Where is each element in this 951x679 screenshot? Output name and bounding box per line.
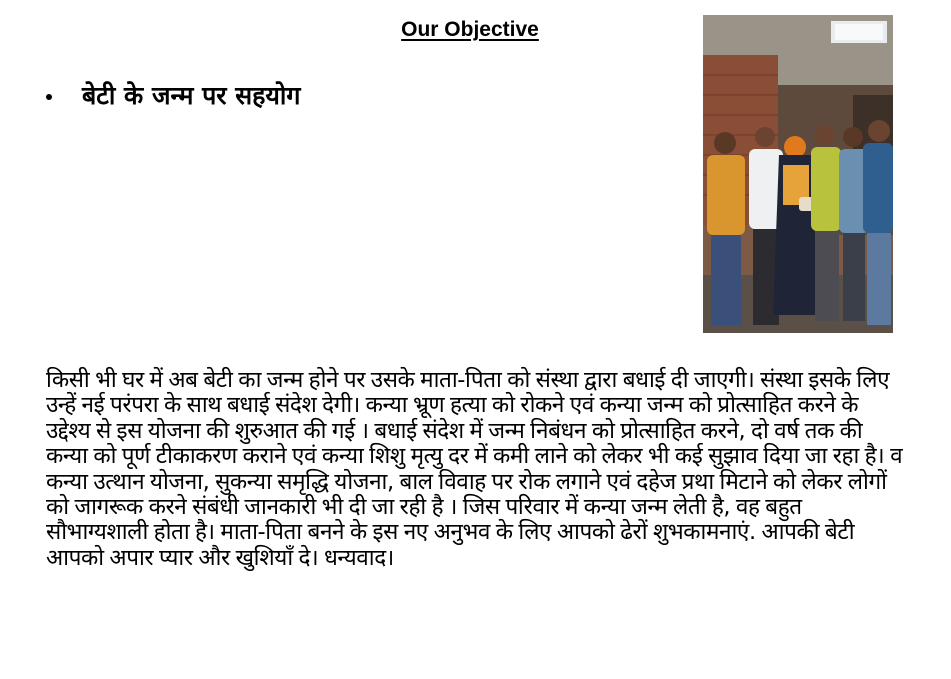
objective-heading: बेटी के जन्म पर सहयोग (82, 81, 301, 110)
group-photo (703, 15, 893, 333)
page-title: Our Objective (401, 18, 539, 41)
objective-bullet (46, 78, 300, 112)
objective-description: किसी भी घर में अब बेटी का जन्म होने पर उसके माता-पिता को संस्था द्वारा बधाई दी जाएगी। संस्था इसके लिए उन्हें नई परंपरा के साथ बधाई संदेश देगी। कन्या भ्रूण हत्या को रोकने एवं कन्या जन्म को प्रोत्साहित करने के उद्देश्य से इस योजना की शुरुआत की गई । बधाई संदेश में जन्म निबंधन को प्रोत्साहित करने, दो वर्ष तक की कन्या को पूर्ण टीकाकरण कराने एवं कन्या शिशु मृत्यु दर में कमी लाने को लेकर भी कई सुझाव दिया जा रहा है। व कन्या उत्थान योजना, सुकन्या समृद्धि योजना, बाल विवाह पर रोक लगाने एवं दहेज प्रथा मिटाने को लेकर लोगों को जागरूक करने संबंधी जानकारी भी दी जा रही है । जिस परिवार में कन्या जन्म लेती है, वह बहुत सौभाग्यशाली होता है। माता-पिता बनने के इस नए अनुभव के लिए आपको ढेरों शुभकामनाएं. आपकी बेटी आपको अपार प्यार और खुशियाँ दे। धन्यवाद। (46, 367, 903, 571)
bullet-dot-icon (46, 94, 52, 100)
